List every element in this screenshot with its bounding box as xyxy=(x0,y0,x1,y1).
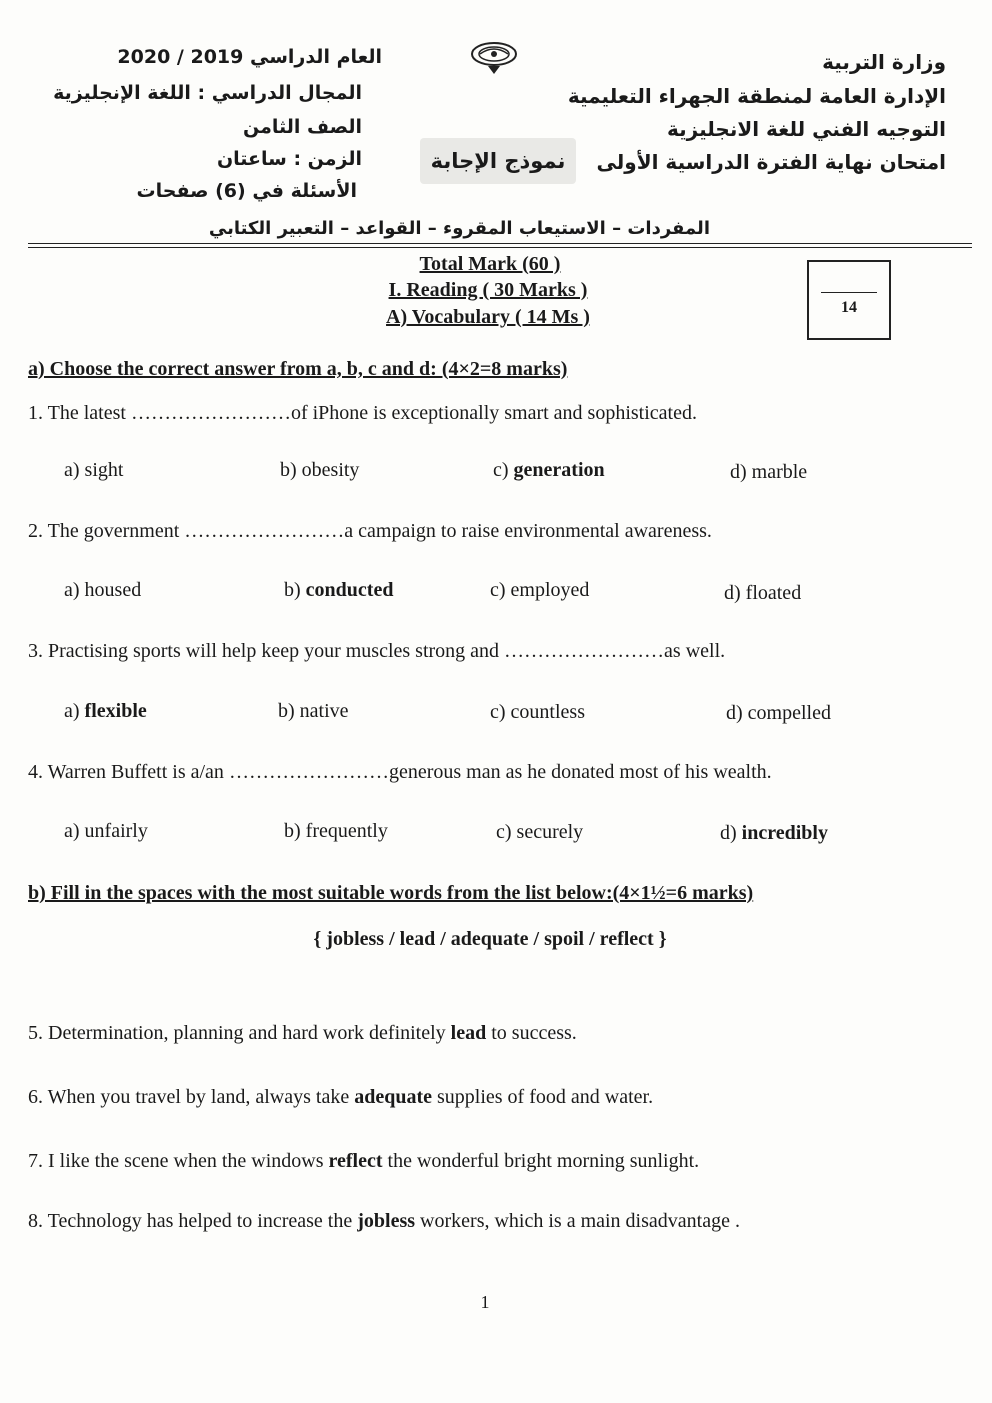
score-box xyxy=(807,260,891,340)
q4-option-c: c) securely xyxy=(496,821,584,843)
sentence-text: 7. I like the scene when the windows xyxy=(28,1150,329,1172)
q3-option-a xyxy=(64,700,147,723)
option-letter: a) xyxy=(64,700,85,722)
answer-blank: …………………… xyxy=(184,520,345,542)
question-1-text-end: of iPhone is exceptionally smart and sophisticated. xyxy=(290,402,697,424)
filled-word: lead xyxy=(450,1022,487,1044)
exam-title: امتحان نهاية الفترة الدراسية الأولى xyxy=(596,150,946,174)
question-2-text-end: a campaign to raise environmental awareness. xyxy=(344,520,712,542)
exam-duration: الزمن : ساعتان xyxy=(216,148,362,170)
option-letter: b) xyxy=(284,579,306,601)
header-divider-bottom xyxy=(28,247,972,248)
correct-answer: conducted xyxy=(305,579,394,601)
sentence-text-end: workers, which is a main disadvantage . xyxy=(415,1210,740,1232)
question-4-text-end: generous man as he donated most of his wealth. xyxy=(388,761,772,783)
q4-option-a: a) unfairly xyxy=(64,820,148,842)
word-list: { jobless / lead / adequate / spoil / reflect } xyxy=(313,928,667,950)
sentence-text-end: the wonderful bright morning sunlight. xyxy=(382,1150,700,1172)
sentence-text-end: supplies of food and water. xyxy=(432,1086,654,1108)
q1-option-a: a) sight xyxy=(64,459,124,481)
ministry-emblem-icon xyxy=(468,40,520,76)
question-3-text-end: as well. xyxy=(664,640,726,662)
question-2-text: 2. The government xyxy=(28,520,185,542)
filled-word: reflect xyxy=(328,1150,383,1172)
grade: الصف الثامن xyxy=(242,116,362,138)
sentence-5 xyxy=(28,1022,577,1045)
sentence-8 xyxy=(28,1210,740,1233)
supervision-name: التوجيه الفني للغة الانجليزية xyxy=(667,117,946,141)
score-line xyxy=(821,292,877,293)
question-2 xyxy=(28,520,712,543)
sentence-7 xyxy=(28,1150,699,1173)
question-3 xyxy=(28,640,725,663)
q2-option-c: c) employed xyxy=(490,579,590,601)
question-1 xyxy=(28,402,697,425)
filled-word: jobless xyxy=(357,1210,416,1232)
q1-option-d: d) marble xyxy=(730,461,808,483)
q3-option-c: c) countless xyxy=(490,701,585,723)
school-year: العام الدراسي 2019 / 2020 xyxy=(117,46,382,68)
subject: المجال الدراسي : اللغة الإنجليزية xyxy=(53,82,362,104)
part-a-instruction: a) Choose the correct answer from a, b, c and d: (4×2=8 marks) xyxy=(28,358,568,380)
answer-model-stamp: نموذج الإجابة xyxy=(420,138,576,184)
sentence-text: 8. Technology has helped to increase the xyxy=(28,1210,358,1232)
sentence-text: 6. When you travel by land, always take xyxy=(28,1086,355,1108)
directorate-name: الإدارة العامة لمنطقة الجهراء التعليمية xyxy=(567,84,946,108)
option-letter: c) xyxy=(493,459,514,481)
sentence-text-end: to success. xyxy=(486,1022,577,1044)
total-mark-title: Total Mark (60 ) xyxy=(419,253,561,275)
page-number: 1 xyxy=(480,1292,490,1312)
q3-option-b: b) native xyxy=(278,700,349,722)
answer-blank: …………………… xyxy=(228,761,389,783)
filled-word: adequate xyxy=(354,1086,432,1108)
q1-option-b: b) obesity xyxy=(280,459,360,481)
reading-title: I. Reading ( 30 Marks ) xyxy=(388,279,588,301)
q4-option-b: b) frequently xyxy=(284,820,388,842)
option-letter: d) xyxy=(720,822,742,844)
sentence-6 xyxy=(28,1086,653,1109)
ministry-name: وزارة التربية xyxy=(822,50,946,74)
sentence-text: 5. Determination, planning and hard work definitely xyxy=(28,1022,451,1044)
header-divider-top xyxy=(28,243,972,244)
correct-answer: generation xyxy=(513,459,605,481)
score-value: 14 xyxy=(841,299,857,316)
q3-option-d: d) compelled xyxy=(726,702,831,724)
exam-sections: المفردات – الاستيعاب المقروء – القواعد – التعبير الكتابي xyxy=(208,218,710,239)
page-count: الأسئلة في (6) صفحات xyxy=(136,180,357,202)
question-3-text: 3. Practising sports will help keep your muscles strong and xyxy=(28,640,505,662)
question-4-text: 4. Warren Buffett is a/an xyxy=(28,761,229,783)
q2-option-a: a) housed xyxy=(64,579,142,601)
answer-blank: …………………… xyxy=(504,640,665,662)
question-1-text: 1. The latest xyxy=(28,402,131,424)
part-b-instruction: b) Fill in the spaces with the most suitable words from the list below:(4×1½=6 marks) xyxy=(28,882,754,904)
question-4 xyxy=(28,761,772,784)
correct-answer: flexible xyxy=(84,700,147,722)
answer-blank: …………………… xyxy=(130,402,291,424)
q4-option-d xyxy=(720,822,828,845)
q1-option-c xyxy=(493,459,605,482)
q2-option-b xyxy=(284,579,393,602)
vocabulary-title: A) Vocabulary ( 14 Ms ) xyxy=(386,306,590,328)
correct-answer: incredibly xyxy=(741,822,828,844)
q2-option-d: d) floated xyxy=(724,582,802,604)
